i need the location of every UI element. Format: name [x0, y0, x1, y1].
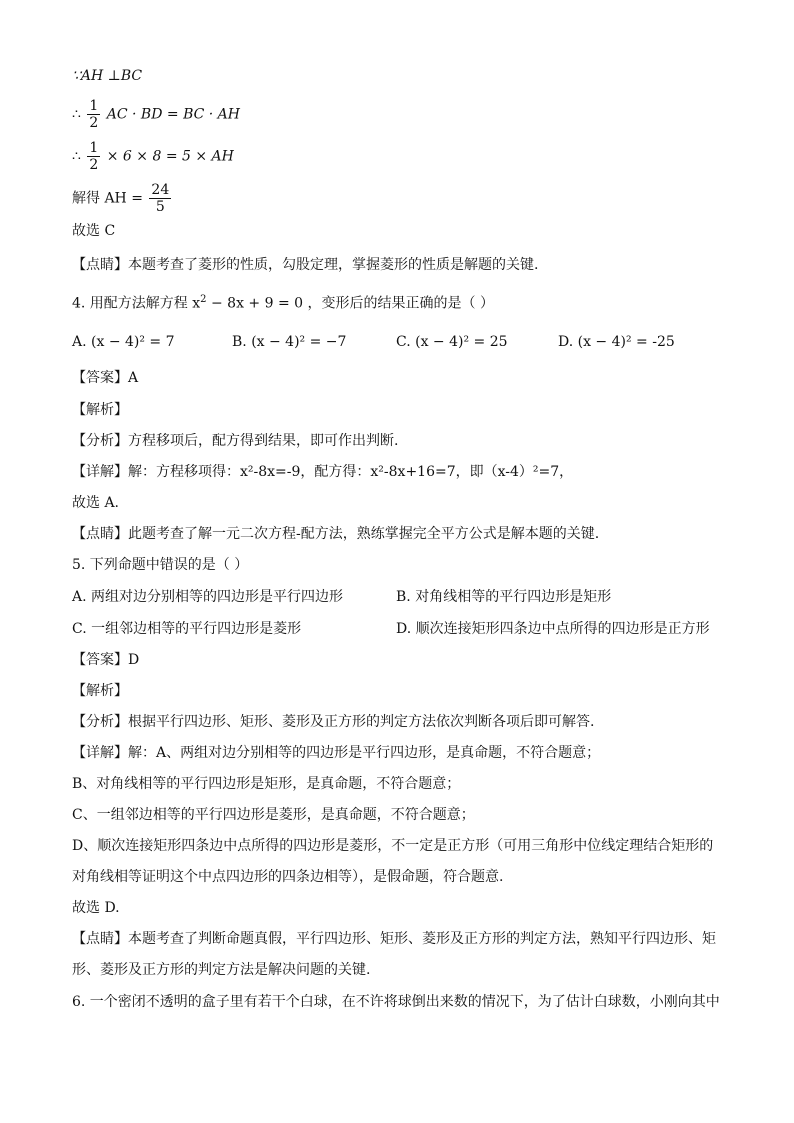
q4-choose: 故选 A. [72, 495, 120, 511]
q4-fenxi: 【分析】方程移项后，配方得到结果，即可作出判断. [72, 433, 399, 449]
solve-text: 解得 AH = [72, 190, 143, 207]
q5-line-b: B、对角线相等的平行四边形是矩形，是真命题，不符合题意； [72, 776, 461, 792]
q4-dianjing: 【点睛】此题考查了解一元二次方程-配方法，熟练掌握完全平方公式是解本题的关键. [72, 526, 600, 542]
q5-answer: 【答案】D [72, 652, 140, 668]
q5-option-a: A. 两组对边分别相等的四边形是平行四边形 [72, 589, 344, 605]
q5-option-b: B. 对角线相等的平行四边形是矩形 [396, 589, 612, 605]
q5-choose: 故选 D. [72, 900, 120, 916]
q4-option-b: B. (x − 4)² = −7 [232, 334, 347, 350]
equation-text: × 6 × 8 = 5 × AH [106, 148, 234, 165]
therefore-symbol: ∴ [72, 106, 81, 123]
q5-xiangjie: 【详解】解：A、两组对边分别相等的四边形是平行四边形，是真命题，不符合题意； [72, 745, 601, 761]
equation-text: AC · BD = BC · AH [106, 106, 240, 123]
q5-dianjing-2: 形、菱形及正方形的判定方法是解决问题的关键. [72, 962, 371, 978]
proof-line-3 [72, 140, 234, 173]
q5-line-d2: 对角线相等证明这个中点四边形的四条边相等），是假命题，符合题意. [72, 869, 504, 885]
q5-option-c: C. 一组邻边相等的平行四边形是菱形 [72, 621, 302, 637]
fraction-24-5: $\frac{24}{5}$ [151, 182, 170, 215]
q5-jiexi: 【解析】 [72, 683, 128, 699]
q4-answer: 【答案】A [72, 370, 139, 386]
q6-stem: 6. 一个密闭不透明的盒子里有若干个白球，在不许将球倒出来数的情况下，为了估计白球数，小刚向其中 [72, 994, 720, 1010]
q4-option-d: D. (x − 4)² = -25 [558, 334, 675, 350]
q4-option-a: A. (x − 4)² = 7 [72, 334, 175, 350]
q5-stem: 5. 下列命题中错误的是（ ） [72, 557, 249, 573]
fraction-half: $\frac{1}{2}$ [89, 140, 99, 173]
q5-option-d: D. 顺次连接矩形四条边中点所得的四边形是正方形 [396, 621, 710, 637]
fraction-half: $\frac{1}{2}$ [89, 98, 99, 131]
dianjing-line: 【点睛】本题考查了菱形的性质，勾股定理，掌握菱形的性质是解题的关键. [72, 257, 539, 273]
q5-line-c: C、一组邻边相等的平行四边形是菱形，是真命题，不符合题意； [72, 807, 475, 823]
q4-stem: 4. 用配方法解方程 $x^2 - 8x + 9 = 0$ ，变形后的结果正确的是（ ） [72, 294, 494, 312]
q4-xiangjie: 【详解】解：方程移项得：x²-8x=-9，配方得：x²-8x+16=7，即（x-4）²=7， [72, 464, 574, 480]
proof-line-4 [72, 182, 173, 215]
therefore-symbol: ∴ [72, 148, 81, 165]
q4-option-c: C. (x − 4)² = 25 [396, 334, 508, 350]
choose-c: 故选 C [72, 223, 116, 239]
q5-dianjing-1: 【点睛】本题考查了判断命题真假，平行四边形、矩形、菱形及正方形的判定方法，熟知平行四边形、矩 [72, 931, 716, 947]
q5-line-d1: D、顺次连接矩形四条边中点所得的四边形是菱形，不一定是正方形（可用三角形中位线定理结合矩形的 [72, 838, 714, 854]
q5-fenxi: 【分析】根据平行四边形、矩形、菱形及正方形的判定方法依次判断各项后即可解答. [72, 714, 595, 730]
proof-line-2 [72, 98, 240, 131]
proof-line-1: ∵AH ⊥BC [72, 68, 143, 84]
q4-jiexi: 【解析】 [72, 402, 128, 418]
